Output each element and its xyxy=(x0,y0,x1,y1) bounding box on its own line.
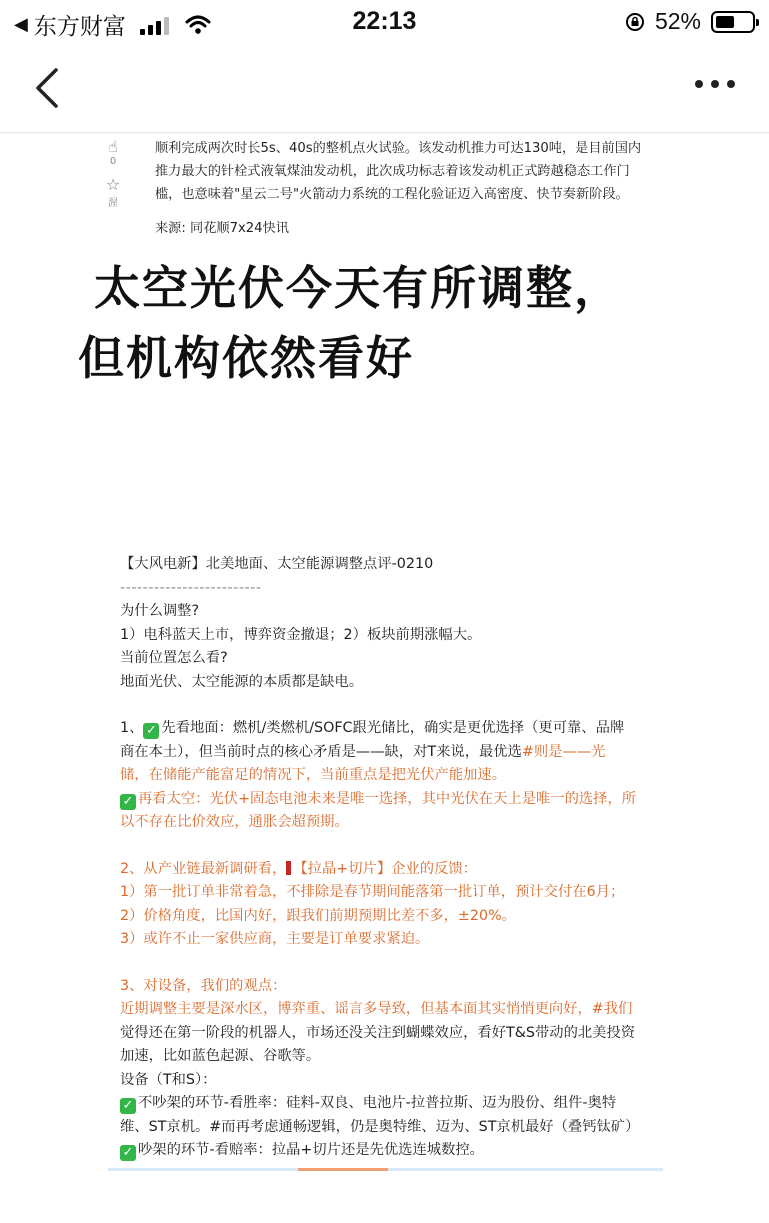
doc-line: 1）电科蓝天上市，博弈资金撤退；2）板块前期涨幅大。 xyxy=(120,626,482,643)
doc-scroll-indicator xyxy=(108,1168,663,1171)
doc-line: 商在本土），但当前时点的核心矛盾是——缺，对T来说，最优选#则是——光 xyxy=(120,743,606,760)
doc-line: 3）或许不止一家供应商，主要是订单要求紧迫。 xyxy=(120,931,430,947)
doc-line: ✓ 再看太空：光伏+固态电池未来是唯一选择，其中光伏在天上是唯一的选择，所 xyxy=(120,788,680,812)
back-arrow-icon[interactable] xyxy=(28,64,68,112)
check-icon: ✓ xyxy=(143,723,159,739)
headline-line: 但机构依然看好 xyxy=(78,331,414,385)
like-icon[interactable]: ☝ xyxy=(108,137,118,156)
headline xyxy=(78,253,718,393)
nav-bar xyxy=(0,44,769,133)
check-icon: ✓ xyxy=(120,1098,136,1114)
doc-line: 为什么调整? xyxy=(120,603,200,619)
share-label: 渥 xyxy=(108,198,118,209)
status-bar xyxy=(0,0,769,44)
red-marker-icon xyxy=(286,861,291,875)
clock: 22:13 xyxy=(352,7,417,35)
doc-line: 2）价格角度，比国内好，跟我们前期预期比差不多，±20%。 xyxy=(120,907,516,924)
battery-percent: 52% xyxy=(654,8,701,34)
like-count: 0 xyxy=(109,156,117,167)
doc-line: 以不存在比价效应，通胀会超预期。 xyxy=(120,814,349,830)
rotation-lock-icon xyxy=(625,12,645,32)
doc-line: 设备（T和S）： xyxy=(120,1071,217,1088)
doc-line: 储，在储能产能富足的情况下，当前重点是把光伏产能加速。 xyxy=(120,767,507,783)
doc-line: 2、从产业链最新调研看， 【拉晶+切片】企业的反馈： xyxy=(120,860,477,877)
news-source: 来源: 同花顺7x24快讯 xyxy=(155,221,289,236)
headline-line: 太空光伏今天有所调整， xyxy=(94,261,622,315)
news-line: 槛，也意味着"星云二号"火箭动力系统的工程化验证迈入高密度、快节奏新阶段。 xyxy=(155,187,629,202)
news-line: 顺利完成两次时长5s、40s的整机点火试验。该发动机推力可达130吨，是目前国内 xyxy=(155,141,642,156)
doc-line: ✓ 吵架的环节-看赔率：拉晶+切片还是先优选连城数控。 xyxy=(120,1139,680,1163)
check-icon: ✓ xyxy=(120,794,136,810)
doc-line: 1）第一批订单非常着急，不排除是春节期间能落第一批订单，预计交付在6月； xyxy=(120,884,625,900)
doc-line: 加速，比如蓝色起源、谷歌等。 xyxy=(120,1048,321,1064)
doc-line: 1、 ✓ 先看地面：燃机/类燃机/SOFC跟光储比，确实是更优选择（更可靠、品牌 xyxy=(120,720,625,738)
check-icon: ✓ xyxy=(120,1145,136,1161)
research-note-image xyxy=(120,553,680,1163)
doc-line: 近期调整主要是深水区，博弈重、谣言多导致，但基本面其实悄悄更向好，#我们 xyxy=(120,1001,633,1017)
news-snippet xyxy=(155,137,675,206)
doc-title: 【大风电新】北美地面、太空能源调整点评-0210 xyxy=(120,556,434,572)
doc-line: 觉得还在第一阶段的机器人，市场还没关注到蝴蝶效应，看好T&S带动的北美投资 xyxy=(120,1024,636,1041)
more-options-icon[interactable] xyxy=(695,80,735,88)
doc-line: 当前位置怎么看? xyxy=(120,650,228,666)
side-toolbar xyxy=(102,133,124,209)
doc-divider: ------------------------- xyxy=(120,579,262,596)
battery-icon xyxy=(711,11,755,33)
doc-line: 3、对设备，我们的观点： xyxy=(120,977,287,994)
doc-line: 地面光伏、太空能源的本质都是缺电。 xyxy=(120,673,364,690)
news-line: 推力最大的针栓式液氧煤油发动机，此次成功标志着该发动机正式跨越稳态工作门 xyxy=(155,164,630,179)
doc-line: 维、ST京机。#而再考虑通畅逻辑，仍是奥特维、迈为、ST京机最好（叠钙钛矿） xyxy=(120,1118,640,1135)
back-triangle-icon: ◀ xyxy=(14,14,28,34)
star-icon[interactable]: ☆ xyxy=(105,175,121,194)
doc-line: ✓ 不吵架的环节-看胜率：硅料-双良、电池片-拉普拉斯、迈为股份、组件-奥特 xyxy=(120,1092,680,1116)
back-app-label: 东方财富 xyxy=(33,13,126,39)
article-content xyxy=(0,133,769,1223)
